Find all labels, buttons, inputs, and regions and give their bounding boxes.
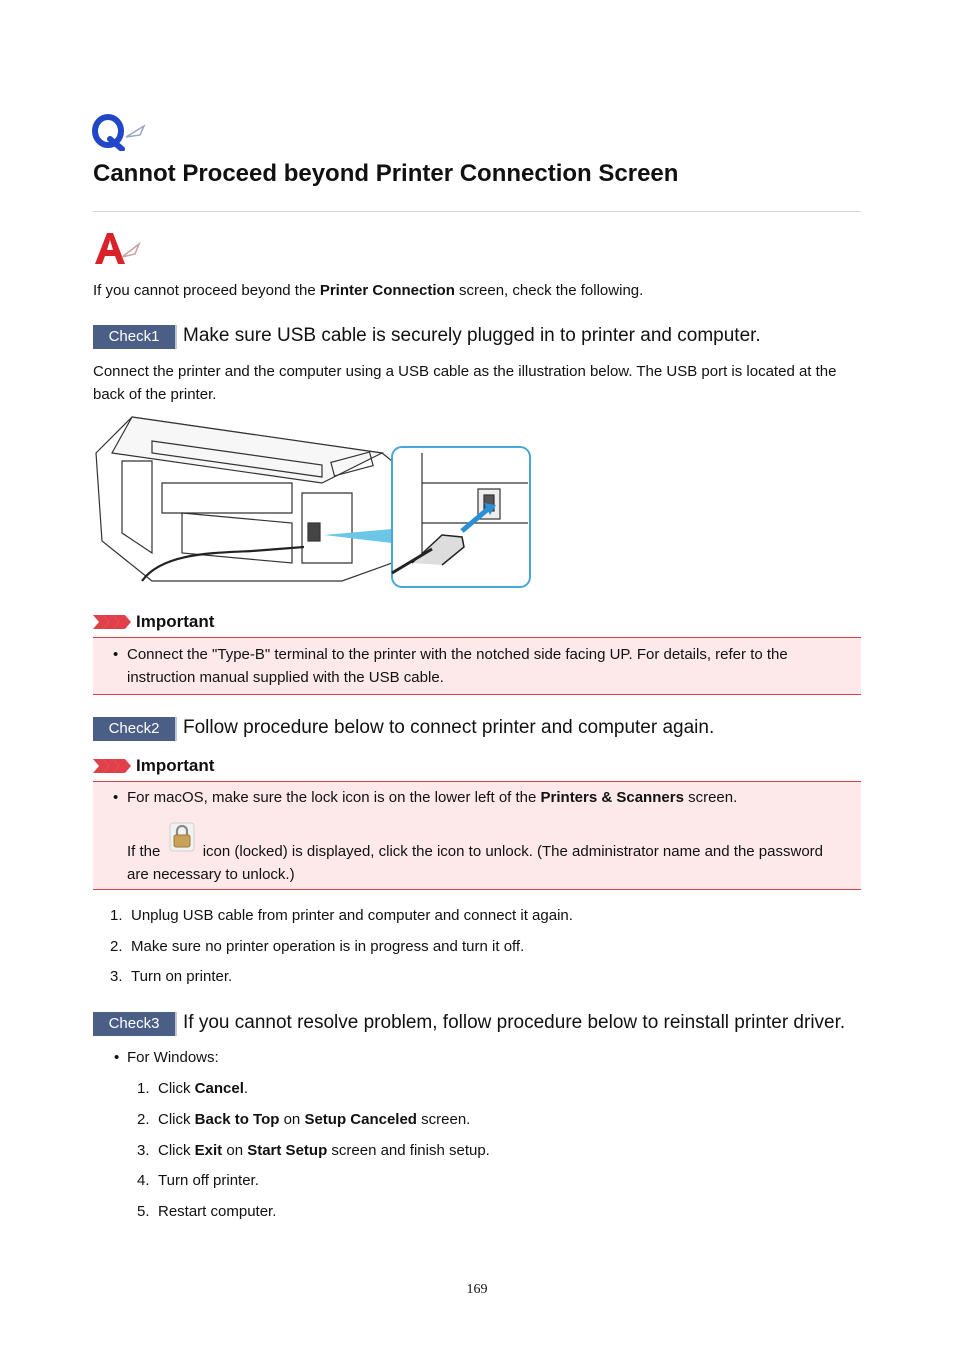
check3-heading: If you cannot resolve problem, follow procedure below to reinstall printer driver. bbox=[183, 1012, 846, 1033]
intro-text: If you cannot proceed beyond the Printer Connection screen, check the following. bbox=[93, 282, 644, 299]
list-item-part: Cancel bbox=[194, 1080, 244, 1097]
list-item bbox=[158, 1169, 259, 1192]
check1-heading: Make sure USB cable is securely plugged in to printer and computer. bbox=[183, 325, 761, 346]
a-icon bbox=[92, 231, 142, 272]
list-item-part: on bbox=[222, 1142, 248, 1159]
list-item: Make sure no printer operation is in progress and turn it off. bbox=[131, 938, 525, 955]
divider bbox=[93, 211, 861, 212]
printer-usb-illustration bbox=[92, 413, 534, 596]
list-item-part: Back to Top bbox=[194, 1111, 280, 1128]
check1-badge: Check1 bbox=[93, 325, 177, 349]
page-number: 169 bbox=[466, 1282, 488, 1297]
list-item-number: 3. bbox=[137, 1142, 150, 1159]
q-icon bbox=[92, 113, 148, 156]
list-item bbox=[158, 1200, 276, 1223]
list-item-number: 3. bbox=[110, 968, 123, 985]
list-item bbox=[158, 1077, 248, 1100]
list-item-part: Click bbox=[158, 1142, 195, 1159]
list-item-number: 4. bbox=[137, 1172, 150, 1189]
windows-bullet: • bbox=[114, 1049, 120, 1066]
important-arrows-icon bbox=[93, 610, 133, 634]
list-item: Turn on printer. bbox=[131, 968, 233, 985]
list-item-part: screen. bbox=[416, 1111, 471, 1128]
list-item-number: 2. bbox=[137, 1111, 150, 1128]
important-title-2: Important bbox=[93, 754, 293, 778]
page-title: Cannot Proceed beyond Printer Connection Screen bbox=[93, 160, 679, 187]
list-item-part: Click bbox=[158, 1111, 195, 1128]
list-item-number: 2. bbox=[110, 938, 123, 955]
list-item-part: Setup Canceled bbox=[304, 1111, 417, 1128]
list-item bbox=[158, 1108, 470, 1131]
list-item: Unplug USB cable from printer and computer and connect it again. bbox=[131, 907, 573, 924]
list-item-part: . bbox=[243, 1080, 249, 1097]
list-item bbox=[158, 1139, 490, 1162]
list-item-part: on bbox=[279, 1111, 305, 1128]
windows-label: For Windows: bbox=[127, 1049, 219, 1066]
important-title-1: Important bbox=[93, 610, 293, 634]
list-item-number: 1. bbox=[110, 907, 123, 924]
important-box-2: • For macOS, make sure the lock icon is on the lower left of the Printers & Scanners screen. If the icon (locked) is displayed, click the icon to unlock. (The administrator name and the password are necessary to unlock.) bbox=[93, 781, 861, 890]
list-item-part: Restart computer. bbox=[158, 1203, 277, 1220]
list-item-number: 1. bbox=[137, 1080, 150, 1097]
list-item-part: Turn off printer. bbox=[158, 1172, 259, 1189]
lock-icon bbox=[169, 822, 195, 850]
list-item-number: 5. bbox=[137, 1203, 150, 1220]
list-item-part: Click bbox=[158, 1080, 195, 1097]
check2-badge: Check2 bbox=[93, 717, 177, 741]
list-item-part: Start Setup bbox=[247, 1142, 328, 1159]
list-item-part: Exit bbox=[194, 1142, 223, 1159]
list-item-part: screen and finish setup. bbox=[327, 1142, 490, 1159]
check3-badge: Check3 bbox=[93, 1012, 177, 1036]
check1-body: Connect the printer and the computer using a USB cable as the illustration below. The USB port is located at the back of the printer. bbox=[93, 363, 837, 403]
check2-heading: Follow procedure below to connect printer and computer again. bbox=[183, 717, 715, 738]
important-arrows-icon bbox=[93, 754, 133, 778]
important-box-1: • Connect the "Type-B" terminal to the printer with the notched side facing UP. For details, refer to the instruction manual supplied with the USB cable. bbox=[93, 637, 861, 695]
